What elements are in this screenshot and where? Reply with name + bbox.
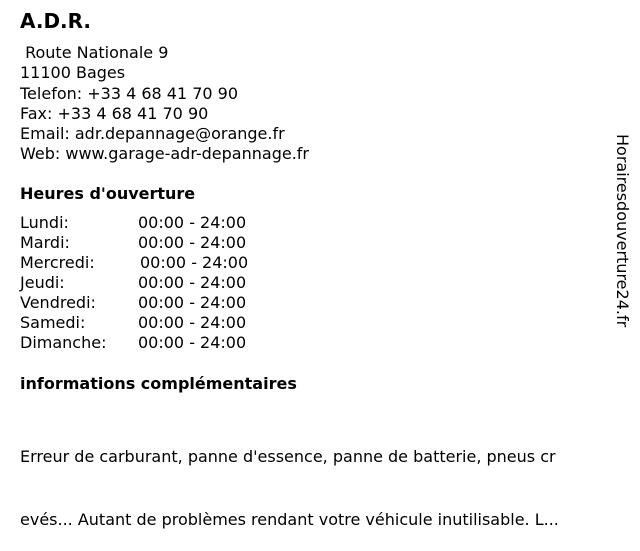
hours-row <box>20 253 248 273</box>
day-label: Dimanche: <box>20 333 107 352</box>
hours-row <box>20 213 248 233</box>
hours-value: 00:00 - 24:00 <box>138 233 247 252</box>
hours-value: 00:00 - 24:00 <box>140 253 249 272</box>
hours-value: 00:00 - 24:00 <box>138 273 247 292</box>
opening-hours-heading: Heures d'ouverture <box>20 184 196 203</box>
fax-line: Fax: +33 4 68 41 70 90 <box>20 103 209 123</box>
day-label: Vendredi: <box>20 293 96 312</box>
business-name: A.D.R. <box>20 9 92 33</box>
address-block <box>20 43 309 165</box>
hours-row <box>20 273 248 293</box>
opening-hours-table <box>20 213 248 353</box>
day-label: Samedi: <box>20 313 86 332</box>
day-label: Jeudi: <box>20 273 65 292</box>
hours-row <box>20 333 248 353</box>
day-label: Lundi: <box>20 213 69 232</box>
hours-row <box>20 233 248 253</box>
hours-value: 00:00 - 24:00 <box>138 333 247 352</box>
additional-info-heading: informations complémentaires <box>20 374 297 393</box>
email-line[interactable]: Email: adr.depannage@orange.fr <box>20 124 285 144</box>
street-address: Route Nationale 9 <box>20 43 169 62</box>
additional-info-text <box>20 404 620 551</box>
hours-value: 00:00 - 24:00 <box>138 293 247 312</box>
city: 11100 Bages <box>20 63 126 83</box>
hours-row <box>20 313 248 333</box>
website-line[interactable]: Web: www.garage-adr-depannage.fr <box>20 144 309 164</box>
hours-value: 00:00 - 24:00 <box>138 313 247 332</box>
info-line: evés... Autant de problèmes rendant votre véhicule inutilisable. L... <box>20 510 559 529</box>
day-label: Mercredi: <box>20 253 95 272</box>
info-line: Erreur de carburant, panne d'essence, panne de batterie, pneus cr <box>20 447 556 466</box>
site-watermark: Horairesdouverture24.fr <box>613 134 632 328</box>
phone-line: Telefon: +33 4 68 41 70 90 <box>20 83 239 103</box>
day-label: Mardi: <box>20 233 70 252</box>
hours-row <box>20 293 248 313</box>
hours-value: 00:00 - 24:00 <box>138 213 247 232</box>
